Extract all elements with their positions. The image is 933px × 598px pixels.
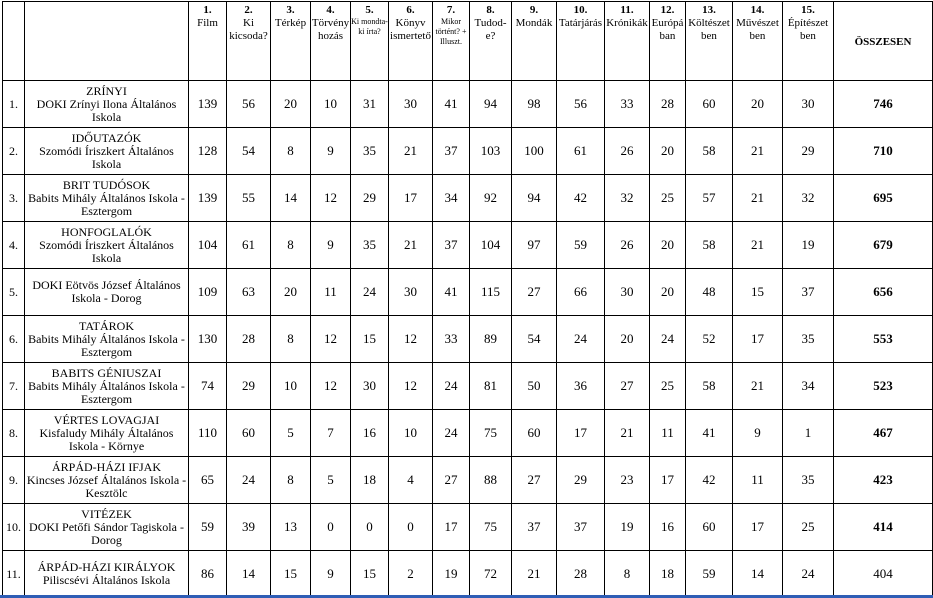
- score-cell: 59: [189, 504, 227, 551]
- table-row: [3, 504, 933, 551]
- score-cell: 59: [686, 551, 733, 598]
- score-cell: 14: [271, 175, 311, 222]
- rank-cell: 4.: [3, 222, 25, 269]
- header-mondak: 9. Mondák: [512, 2, 557, 81]
- score-cell: 58: [686, 222, 733, 269]
- score-cell: 21: [733, 363, 783, 410]
- table-row: [3, 316, 933, 363]
- score-cell: 42: [686, 457, 733, 504]
- score-cell: 12: [311, 316, 351, 363]
- team-cell: [25, 175, 189, 222]
- score-cell: 10: [271, 363, 311, 410]
- score-cell: 21: [733, 175, 783, 222]
- header-film: 1. Film: [189, 2, 227, 81]
- header-team: [25, 2, 189, 81]
- team-name: TATÁROK: [78, 318, 135, 333]
- score-cell: 41: [433, 81, 470, 128]
- score-cell: 20: [733, 81, 783, 128]
- team-cell: [25, 269, 189, 316]
- score-cell: 32: [605, 175, 650, 222]
- score-cell: 24: [650, 316, 686, 363]
- score-cell: 28: [227, 316, 271, 363]
- total-cell: 710: [834, 128, 933, 175]
- rank-cell: 9.: [3, 457, 25, 504]
- score-cell: 30: [783, 81, 834, 128]
- header-total: ÖSSZESEN: [834, 2, 933, 81]
- score-cell: 28: [557, 551, 605, 598]
- total-cell: 423: [834, 457, 933, 504]
- team-name: ÁRPÁD-HÁZI KIRÁLYOK: [37, 560, 176, 574]
- score-cell: 97: [512, 222, 557, 269]
- score-cell: 27: [512, 269, 557, 316]
- score-cell: 18: [351, 457, 389, 504]
- table-row: [3, 363, 933, 410]
- score-cell: 24: [351, 269, 389, 316]
- team-name: ÁRPÁD-HÁZI IFJAK: [51, 459, 161, 474]
- team-name: ZRÍNYI: [86, 83, 127, 98]
- total-cell: 679: [834, 222, 933, 269]
- score-cell: 139: [189, 175, 227, 222]
- score-cell: 104: [189, 222, 227, 269]
- score-cell: 65: [189, 457, 227, 504]
- score-cell: 74: [189, 363, 227, 410]
- score-cell: 23: [605, 457, 650, 504]
- score-cell: 11: [733, 457, 783, 504]
- score-cell: 15: [271, 551, 311, 598]
- school-name: Babits Mihály Általános Iskola - Esztergom: [28, 190, 185, 218]
- header-europaban: 12. Európá ban: [650, 2, 686, 81]
- total-cell: 553: [834, 316, 933, 363]
- score-cell: 21: [605, 410, 650, 457]
- rank-cell: 1.: [3, 81, 25, 128]
- score-cell: 0: [351, 504, 389, 551]
- score-cell: 8: [271, 222, 311, 269]
- score-cell: 115: [470, 269, 512, 316]
- score-cell: 16: [351, 410, 389, 457]
- score-cell: 9: [311, 128, 351, 175]
- score-cell: 17: [433, 504, 470, 551]
- rank-cell: 11.: [3, 551, 25, 598]
- total-cell: 404: [834, 551, 933, 598]
- score-cell: 4: [389, 457, 433, 504]
- score-cell: 30: [351, 363, 389, 410]
- score-cell: 18: [650, 551, 686, 598]
- score-cell: 17: [557, 410, 605, 457]
- score-cell: 12: [311, 363, 351, 410]
- score-cell: 5: [311, 457, 351, 504]
- score-cell: 24: [227, 457, 271, 504]
- score-cell: 30: [389, 269, 433, 316]
- rank-cell: 10.: [3, 504, 25, 551]
- score-cell: 30: [389, 81, 433, 128]
- score-cell: 63: [227, 269, 271, 316]
- score-cell: 19: [783, 222, 834, 269]
- team-name: VITÉZEK: [81, 506, 132, 521]
- score-cell: 1: [783, 410, 834, 457]
- score-cell: 29: [227, 363, 271, 410]
- score-cell: 17: [650, 457, 686, 504]
- score-cell: 2: [389, 551, 433, 598]
- score-cell: 56: [557, 81, 605, 128]
- score-cell: 5: [271, 410, 311, 457]
- score-cell: 100: [512, 128, 557, 175]
- header-rank: [3, 2, 25, 81]
- score-cell: 36: [557, 363, 605, 410]
- header-koltesztben: 13. Költészet ben: [686, 2, 733, 81]
- team-cell: [25, 410, 189, 457]
- score-cell: 104: [470, 222, 512, 269]
- score-cell: 0: [389, 504, 433, 551]
- score-cell: 61: [557, 128, 605, 175]
- school-name: Szomódi Íriszkert Általános Iskola: [39, 143, 174, 171]
- score-cell: 35: [783, 316, 834, 363]
- header-row: [3, 2, 933, 81]
- header-epiteszetben: 15. Építészet ben: [783, 2, 834, 81]
- score-cell: 139: [189, 81, 227, 128]
- score-cell: 57: [686, 175, 733, 222]
- score-cell: 8: [271, 128, 311, 175]
- score-cell: 16: [650, 504, 686, 551]
- rank-cell: 6.: [3, 316, 25, 363]
- team-name: BRIT TUDÓSOK: [62, 177, 151, 192]
- total-cell: 523: [834, 363, 933, 410]
- score-cell: 17: [389, 175, 433, 222]
- score-cell: 11: [650, 410, 686, 457]
- total-cell: 695: [834, 175, 933, 222]
- score-cell: 50: [512, 363, 557, 410]
- score-cell: 24: [433, 410, 470, 457]
- total-cell: 467: [834, 410, 933, 457]
- score-cell: 60: [227, 410, 271, 457]
- score-cell: 21: [389, 128, 433, 175]
- score-cell: 103: [470, 128, 512, 175]
- team-cell: [25, 128, 189, 175]
- score-cell: 30: [605, 269, 650, 316]
- score-cell: 34: [783, 363, 834, 410]
- score-cell: 88: [470, 457, 512, 504]
- score-cell: 8: [271, 457, 311, 504]
- score-cell: 20: [605, 316, 650, 363]
- school-name: DOKI Zrínyi Ilona Általános Iskola: [36, 96, 177, 124]
- total-cell: 746: [834, 81, 933, 128]
- header-tudod-e: 8. Tudod-e?: [470, 2, 512, 81]
- school-name: Babits Mihály Általános Iskola - Esztergom: [28, 378, 185, 406]
- table-row: [3, 269, 933, 316]
- score-cell: 11: [311, 269, 351, 316]
- table-row: [3, 175, 933, 222]
- total-cell: 414: [834, 504, 933, 551]
- score-cell: 94: [512, 175, 557, 222]
- score-cell: 42: [557, 175, 605, 222]
- school-name: Piliscsévi Általános Iskola: [42, 573, 171, 587]
- score-cell: 25: [783, 504, 834, 551]
- score-cell: 31: [351, 81, 389, 128]
- header-kronikak: 11. Krónikák: [605, 2, 650, 81]
- score-cell: 10: [389, 410, 433, 457]
- score-cell: 58: [686, 363, 733, 410]
- score-cell: 20: [271, 81, 311, 128]
- table-row: [3, 410, 933, 457]
- score-cell: 54: [227, 128, 271, 175]
- score-cell: 20: [650, 222, 686, 269]
- school-name: Babits Mihály Általános Iskola - Esztergom: [28, 331, 185, 359]
- rank-cell: 3.: [3, 175, 25, 222]
- score-cell: 81: [470, 363, 512, 410]
- score-cell: 25: [650, 363, 686, 410]
- header-torvenyhozas: 4. Törvény hozás: [311, 2, 351, 81]
- score-cell: 24: [557, 316, 605, 363]
- score-cell: 32: [783, 175, 834, 222]
- score-cell: 24: [783, 551, 834, 598]
- team-cell: [25, 363, 189, 410]
- score-cell: 15: [351, 551, 389, 598]
- score-cell: 37: [783, 269, 834, 316]
- score-cell: 21: [512, 551, 557, 598]
- score-cell: 55: [227, 175, 271, 222]
- score-cell: 10: [311, 81, 351, 128]
- score-cell: 7: [311, 410, 351, 457]
- score-cell: 41: [686, 410, 733, 457]
- score-cell: 24: [433, 363, 470, 410]
- school-name: Kisfaludy Mihály Általános Iskola - Környe: [39, 425, 174, 453]
- score-cell: 33: [605, 81, 650, 128]
- score-cell: 9: [311, 551, 351, 598]
- score-cell: 8: [605, 551, 650, 598]
- score-cell: 27: [433, 457, 470, 504]
- score-cell: 54: [512, 316, 557, 363]
- score-cell: 128: [189, 128, 227, 175]
- score-cell: 29: [351, 175, 389, 222]
- table-row: [3, 222, 933, 269]
- score-cell: 35: [351, 128, 389, 175]
- total-cell: 656: [834, 269, 933, 316]
- score-cell: 86: [189, 551, 227, 598]
- school-name: Kincses József Általános Iskola - Kesztölc: [26, 472, 187, 500]
- team-cell: [25, 222, 189, 269]
- score-cell: 66: [557, 269, 605, 316]
- score-cell: 61: [227, 222, 271, 269]
- rank-cell: 5.: [3, 269, 25, 316]
- score-cell: 35: [351, 222, 389, 269]
- team-cell: [25, 81, 189, 128]
- table-row: [3, 128, 933, 175]
- table-row: [3, 457, 933, 504]
- score-cell: 58: [686, 128, 733, 175]
- score-cell: 26: [605, 128, 650, 175]
- team-cell: [25, 551, 189, 598]
- team-cell: [25, 316, 189, 363]
- score-cell: 34: [433, 175, 470, 222]
- header-muveszetben: 14. Művészet ben: [733, 2, 783, 81]
- score-cell: 12: [389, 316, 433, 363]
- header-ki-mondta: 5. Ki mondta-ki írta?: [351, 2, 389, 81]
- score-cell: 25: [650, 175, 686, 222]
- score-cell: 19: [433, 551, 470, 598]
- score-cell: 37: [557, 504, 605, 551]
- team-cell: [25, 457, 189, 504]
- score-cell: 29: [557, 457, 605, 504]
- table-row: [3, 551, 933, 598]
- score-cell: 75: [470, 504, 512, 551]
- score-cell: 59: [557, 222, 605, 269]
- school-name: Szomódi Íriszkert Általános Iskola: [39, 237, 174, 265]
- score-cell: 21: [733, 128, 783, 175]
- score-cell: 19: [605, 504, 650, 551]
- score-cell: 52: [686, 316, 733, 363]
- score-cell: 12: [311, 175, 351, 222]
- team-name: BABITS GÉNIUSZAI: [51, 365, 162, 380]
- score-cell: 15: [351, 316, 389, 363]
- rank-cell: 8.: [3, 410, 25, 457]
- score-cell: 39: [227, 504, 271, 551]
- school-name: DOKI Petőfi Sándor Tagiskola - Dorog: [29, 519, 184, 547]
- score-cell: 8: [271, 316, 311, 363]
- school-name: DOKI Eötvös József Általános Iskola - Dorog: [32, 278, 181, 305]
- score-cell: 12: [389, 363, 433, 410]
- score-cell: 14: [733, 551, 783, 598]
- header-mikor-tortent: 7. Mikor történt? + Illuszt.: [433, 2, 470, 81]
- score-cell: 28: [650, 81, 686, 128]
- score-cell: 75: [470, 410, 512, 457]
- score-cell: 37: [512, 504, 557, 551]
- score-cell: 35: [783, 457, 834, 504]
- score-cell: 27: [605, 363, 650, 410]
- header-terkep: 3. Térkép: [271, 2, 311, 81]
- results-table: [2, 1, 933, 598]
- score-cell: 17: [733, 504, 783, 551]
- score-cell: 56: [227, 81, 271, 128]
- score-cell: 110: [189, 410, 227, 457]
- team-name: IDŐUTAZÓK: [71, 130, 142, 145]
- table-body: [3, 81, 933, 598]
- score-cell: 60: [686, 81, 733, 128]
- score-cell: 109: [189, 269, 227, 316]
- score-cell: 20: [650, 128, 686, 175]
- score-cell: 17: [733, 316, 783, 363]
- score-cell: 37: [433, 128, 470, 175]
- team-cell: [25, 504, 189, 551]
- rank-cell: 2.: [3, 128, 25, 175]
- score-cell: 60: [686, 504, 733, 551]
- score-cell: 9: [311, 222, 351, 269]
- score-cell: 60: [512, 410, 557, 457]
- score-cell: 72: [470, 551, 512, 598]
- score-cell: 98: [512, 81, 557, 128]
- team-name: VÉRTES LOVAGJAI: [53, 412, 160, 427]
- score-cell: 92: [470, 175, 512, 222]
- score-cell: 29: [783, 128, 834, 175]
- score-cell: 21: [389, 222, 433, 269]
- score-cell: 27: [512, 457, 557, 504]
- score-cell: 89: [470, 316, 512, 363]
- score-cell: 20: [650, 269, 686, 316]
- score-cell: 20: [271, 269, 311, 316]
- score-cell: 94: [470, 81, 512, 128]
- score-cell: 130: [189, 316, 227, 363]
- score-cell: 21: [733, 222, 783, 269]
- score-cell: 9: [733, 410, 783, 457]
- score-cell: 26: [605, 222, 650, 269]
- header-tatarjaras: 10. Tatárjárás: [557, 2, 605, 81]
- header-ki-kicsoda: 2. Ki kicsoda?: [227, 2, 271, 81]
- header-konyv-ismerteto: 6. Könyv ismertető: [389, 2, 433, 81]
- score-cell: 37: [433, 222, 470, 269]
- score-cell: 33: [433, 316, 470, 363]
- score-cell: 15: [733, 269, 783, 316]
- score-cell: 0: [311, 504, 351, 551]
- rank-cell: 7.: [3, 363, 25, 410]
- table-row: [3, 81, 933, 128]
- score-cell: 13: [271, 504, 311, 551]
- score-cell: 41: [433, 269, 470, 316]
- score-cell: 48: [686, 269, 733, 316]
- score-cell: 14: [227, 551, 271, 598]
- team-name: HONFOGLALÓK: [61, 224, 152, 239]
